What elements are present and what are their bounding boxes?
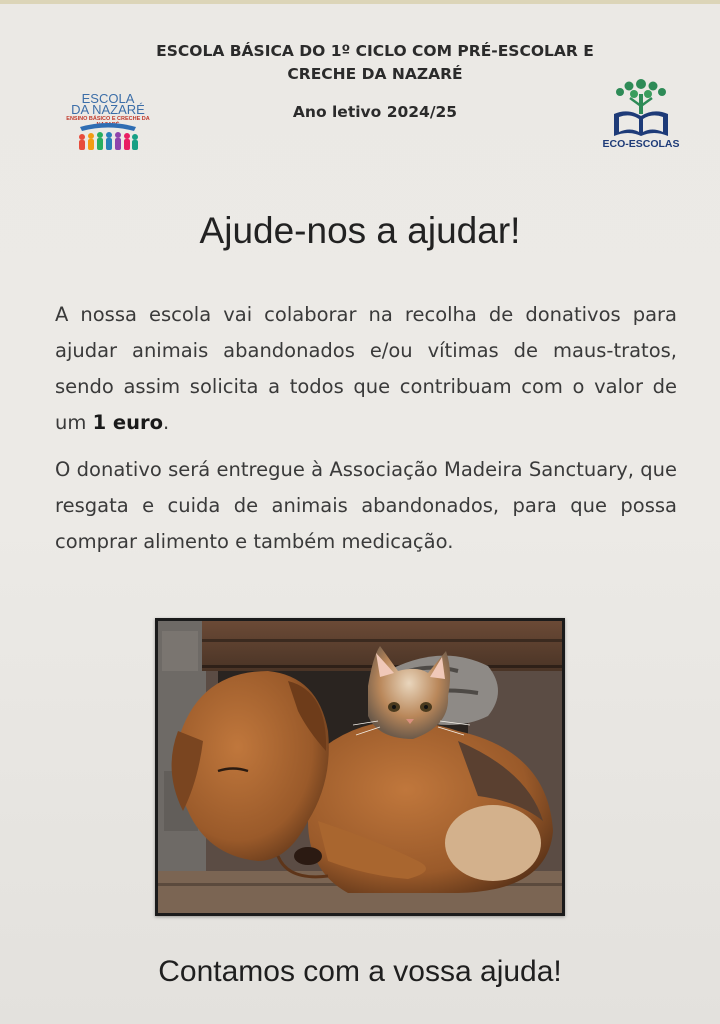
school-logo-line-3: ENSINO BÁSICO E CRECHE DA bbox=[66, 116, 150, 122]
school-children-logo-icon bbox=[58, 121, 158, 155]
top-edge-band bbox=[0, 0, 720, 4]
school-name-line-1: ESCOLA BÁSICA DO 1º CICLO COM PRÉ-ESCOLAR E bbox=[156, 42, 594, 60]
paragraph-collection-text: A nossa escola vai colaborar na recolha de donativos para ajudar animais abandonados e/ou vítimas de maus-tratos, sendo assim solicita a todos que contribuam com o valor de um bbox=[55, 303, 677, 434]
paragraph-collection bbox=[55, 297, 677, 441]
eco-escolas-label: ECO-ESCOLAS bbox=[602, 138, 680, 150]
school-year: Ano letivo 2024/25 bbox=[292, 103, 458, 121]
eco-escolas-logo bbox=[596, 76, 686, 156]
dog-and-kitten-photo bbox=[158, 621, 562, 913]
headline: Ajude-nos a ajudar! bbox=[199, 210, 521, 251]
closing-message: Contamos com a vossa ajuda! bbox=[158, 955, 562, 988]
paragraph-collection-end: . bbox=[163, 411, 170, 434]
school-name bbox=[90, 40, 660, 86]
donation-amount: 1 euro bbox=[92, 411, 164, 434]
paragraph-association: O donativo será entregue à Associação Madeira Sanctuary, que resgata e cuida de animais abandonados, para que possa comprar alimento e também medicação. bbox=[55, 458, 677, 553]
school-logo-line-1: ESCOLA bbox=[81, 91, 135, 106]
school-logo-line-2: DA NAZARÉ bbox=[71, 102, 145, 117]
school-name-line-2: CRECHE DA NAZARÉ bbox=[287, 65, 463, 83]
school-logo bbox=[58, 93, 158, 155]
eco-tree-book-icon bbox=[596, 76, 686, 138]
animal-photo bbox=[155, 618, 565, 916]
